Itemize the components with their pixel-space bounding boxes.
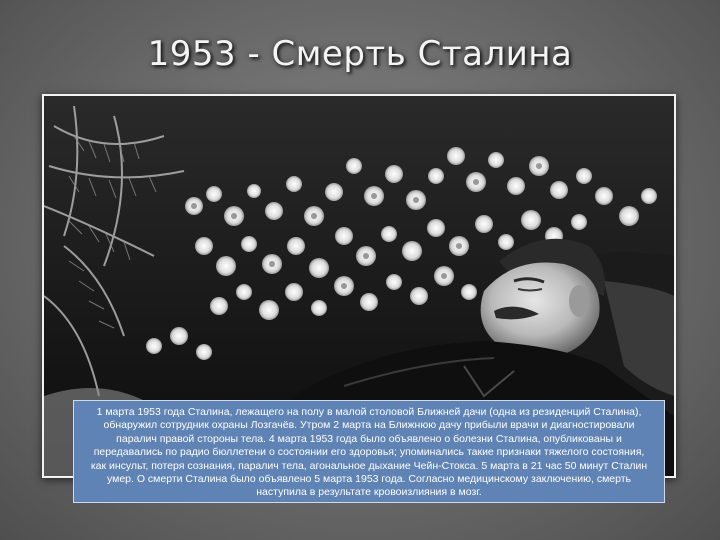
caption-box bbox=[73, 400, 665, 503]
slide-title: 1953 - Смерть Сталина bbox=[147, 34, 573, 74]
caption-text: 1 марта 1953 года Сталина, лежащего на полу в малой столовой Ближней дачи (одна из резиденций Сталина), обнаружил сотрудник охраны Лозгачёв. Утром 2 марта на Ближнюю дачу прибыли врачи и диагностировали паралич правой стороны тела. 4 марта 1953 года было объявлено о болезни Сталина, опубликованы и передавались по радио бюллетени о состоянии его здоровья; упоминались такие признаки тяжелого состояния, как инсульт, потеря сознания, паралич тела, агональное дыхание Чейн-Стокса. 5 марта в 21 час 50 минут Сталин умер. О смерти Сталина было объявлено 5 марта 1953 года. Согласно медицинскому заключению, смерть наступила в результате кровоизлияния в мозг. bbox=[90, 406, 648, 499]
